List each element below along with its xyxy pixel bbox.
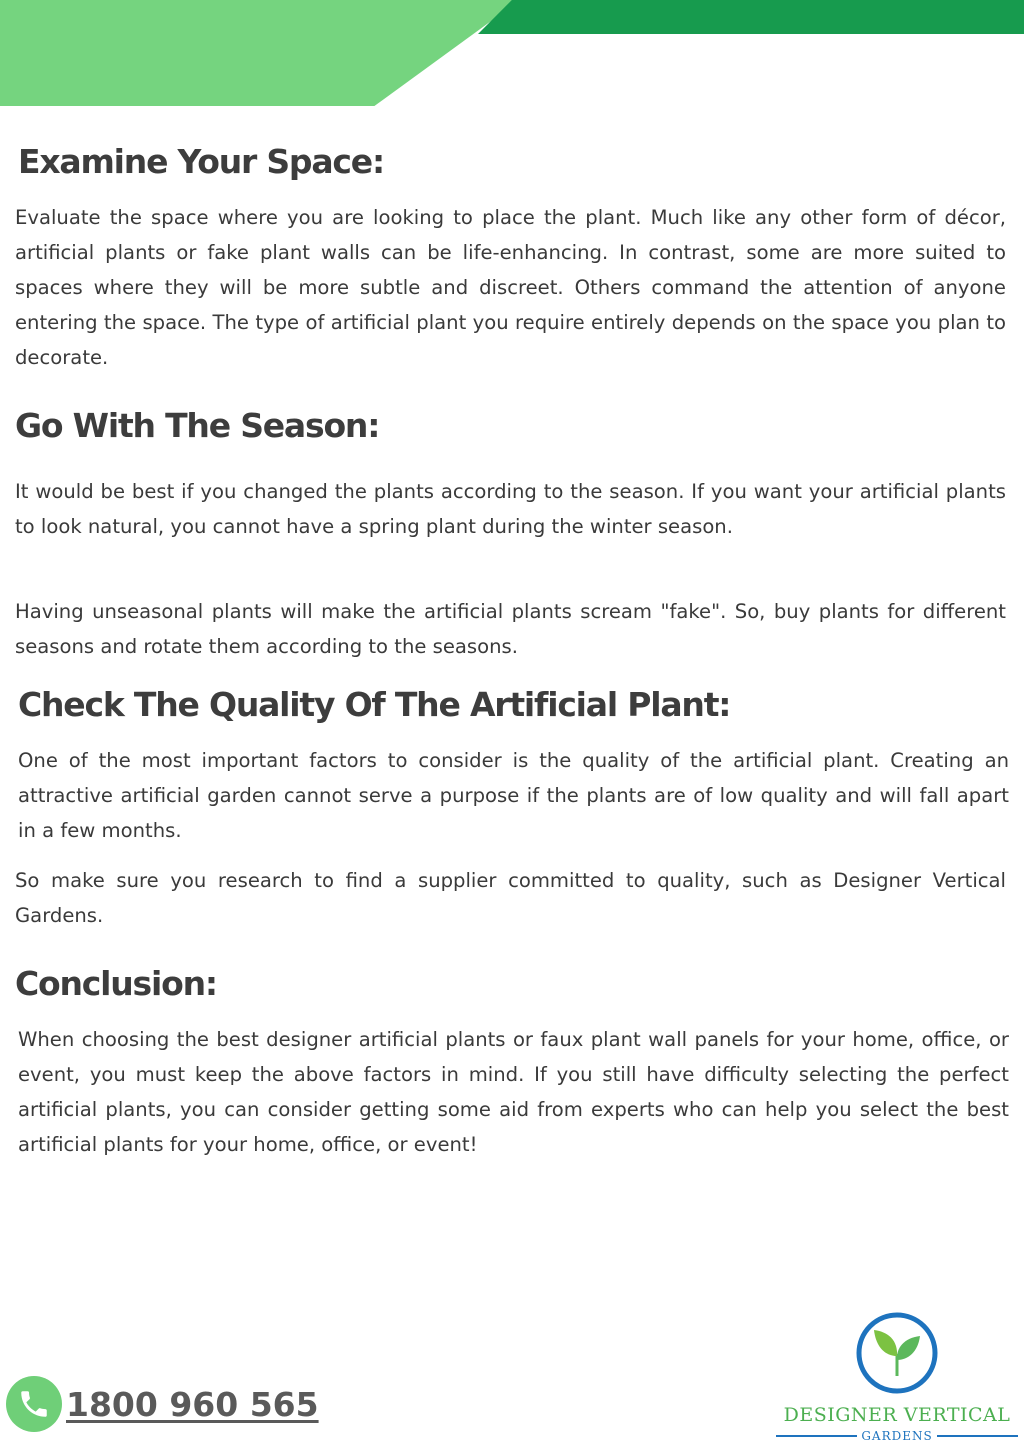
- logo-rule-left: [776, 1435, 857, 1437]
- logo-rule-right: [937, 1435, 1018, 1437]
- section-paragraph: Having unseasonal plants will make the artificial plants scream "fake". So, buy plants for different seasons and rotate them according to the seasons.: [15, 600, 1006, 658]
- section-title-season: Go With The Season:: [15, 406, 380, 445]
- section-paragraph: When choosing the best designer artificial plants or faux plant wall panels for your home, office, or event, you must keep the above factors in mind. If you still have difficulty selecting the perfect artificial plants, you can consider getting some aid from experts who can help you select the best artificial plants for your home, office, or event!: [18, 1028, 1009, 1156]
- logo-name: DESIGNER VERTICAL: [783, 1404, 1011, 1426]
- section-title-conclusion: Conclusion:: [15, 964, 217, 1003]
- header-decoration-light: [0, 0, 520, 106]
- section-title-quality: Check The Quality Of The Artificial Plant:: [18, 685, 731, 724]
- section-title-examine-space: Examine Your Space:: [18, 142, 384, 181]
- section-paragraph: It would be best if you changed the plants according to the season. If you want your artificial plants to look natural, you cannot have a spring plant during the winter season.: [15, 480, 1006, 538]
- section-paragraph: One of the most important factors to consider is the quality of the artificial plant. Creating an attractive artificial garden cannot serve a purpose if the plants are of low quality and will fall apart in a few months.: [18, 749, 1009, 842]
- logo-subtitle-row: [776, 1429, 1018, 1443]
- section-paragraph: So make sure you research to find a supplier committed to quality, such as Designer Vertical Gardens.: [15, 869, 1006, 927]
- phone-number-link[interactable]: 1800 960 565: [66, 1384, 319, 1424]
- logo-subtitle: GARDENS: [861, 1429, 933, 1443]
- company-logo: [776, 1310, 1018, 1446]
- phone-icon: [6, 1376, 62, 1432]
- leaf-sprout-icon: [854, 1310, 940, 1396]
- header-decoration-dark: [478, 0, 1024, 34]
- phone-contact[interactable]: [6, 1376, 319, 1432]
- section-paragraph: Evaluate the space where you are looking to place the plant. Much like any other form of décor, artificial plants or fake plant walls can be life-enhancing. In contrast, some are more suited to spaces where they will be more subtle and discreet. Others command the attention of anyone entering the space. The type of artificial plant you require entirely depends on the space you plan to decorate.: [15, 206, 1006, 369]
